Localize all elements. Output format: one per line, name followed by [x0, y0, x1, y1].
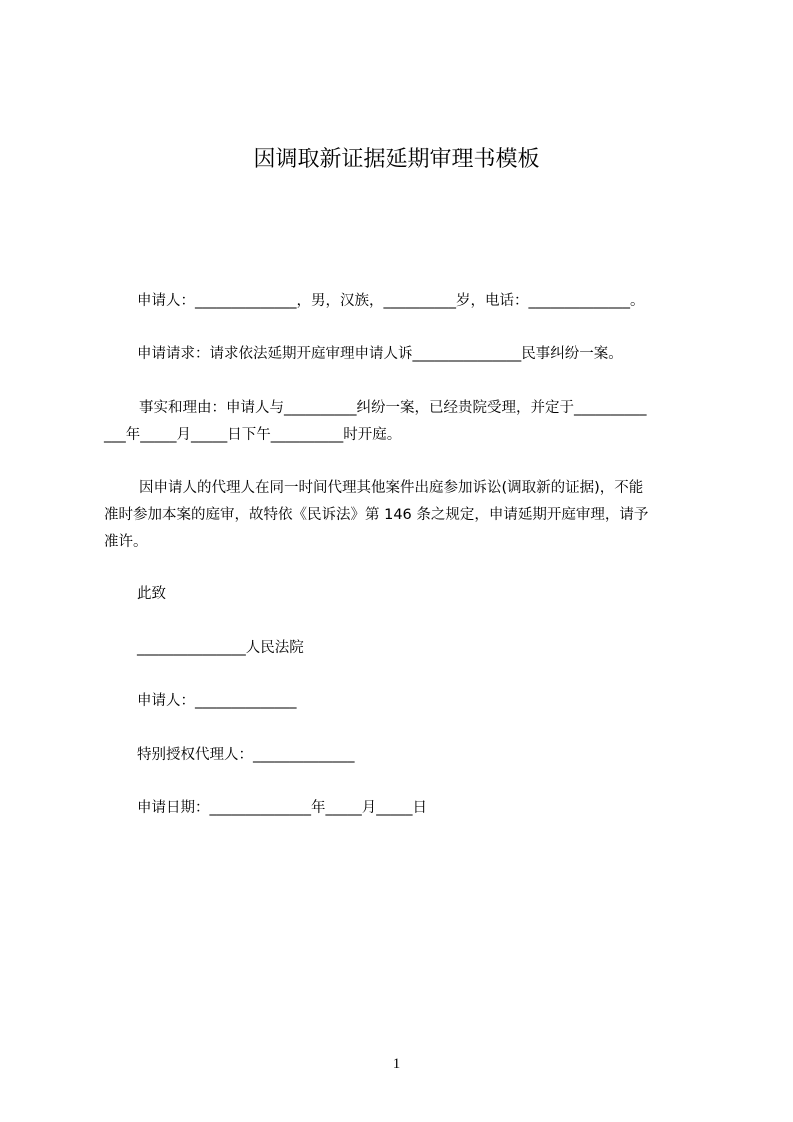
- salutation: 此致: [137, 586, 166, 602]
- reason-line-2: 准时参加本案的庭审，故特依《民诉法》第 146 条之规定，申请延期开庭审理，请予: [104, 507, 649, 523]
- signature-agent: 特别授权代理人：______________: [137, 747, 355, 763]
- page-number: 1: [392, 1056, 401, 1072]
- reason-line-1: 因申请人的代理人在同一时间代理其他案件出庭参加诉讼(调取新的证据)，不能: [139, 480, 644, 496]
- reason-line-3: 准许。: [104, 534, 148, 550]
- court-line: _______________人民法院: [137, 640, 304, 656]
- applicant-line: 申请人：______________，男，汉族，__________岁，电话：______________。: [137, 293, 645, 309]
- page-title: 因调取新证据延期审理书模板: [253, 147, 540, 172]
- signature-applicant: 申请人：______________: [137, 693, 297, 709]
- facts-line-1: 事实和理由：申请人与__________纠纷一案，已经贵院受理，并定于__________: [139, 400, 647, 416]
- facts-line-2: ___年_____月_____日下午__________时开庭。: [104, 427, 402, 443]
- signature-date: 申请日期：______________年_____月_____日: [137, 800, 427, 816]
- request-line: 申请请求：请求依法延期开庭审理申请人诉_______________民事纠纷一案。: [137, 346, 623, 362]
